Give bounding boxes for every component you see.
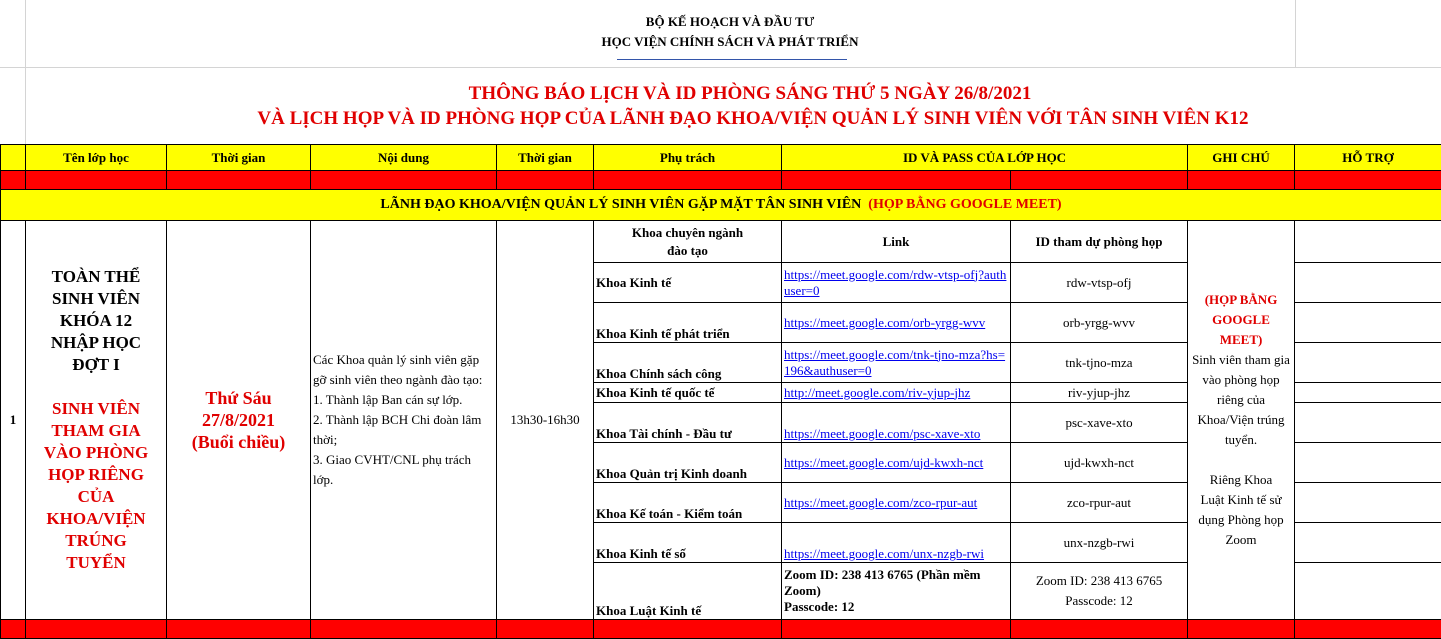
hours-cell: 13h30-16h30 <box>497 221 594 620</box>
faculty-room-id: riv-yjup-jhz <box>1011 383 1188 403</box>
column-header-row <box>1 145 1441 171</box>
faculty-name: Khoa Kinh tế phát triển <box>594 303 782 343</box>
subheader-link: Link <box>782 221 1011 263</box>
class-name-cell <box>26 221 167 620</box>
faculty-room-id: unx-nzgb-rwi <box>1011 523 1188 563</box>
faculty-link[interactable]: https://meet.google.com/orb-yrgg-wvv <box>782 303 1011 343</box>
ministry-name: BỘ KẾ HOẠCH VÀ ĐẦU TƯ <box>645 14 815 29</box>
red-footer-row <box>1 620 1441 639</box>
zoom-id-cell <box>1011 563 1188 620</box>
col-support: HỖ TRỢ <box>1295 145 1441 171</box>
content-item-3: 3. Giao CVHT/CNL phụ trách lớp. <box>313 452 472 487</box>
support-cell <box>1295 221 1441 263</box>
col-id-pass: ID VÀ PASS CỦA LỚP HỌC <box>782 145 1188 171</box>
date-cell <box>167 221 311 620</box>
class-name-red: SINH VIÊN THAM GIA VÀO PHÒNG HỌP RIÊNG CỦA KHOA/VIỆN TRÚNG TUYỂN <box>43 399 149 572</box>
session-label: (Buổi chiều) <box>191 432 286 452</box>
note-red: (HỌP BẰNG GOOGLE MEET) <box>1204 292 1278 347</box>
zoom-link-pass: Passcode: 12 <box>784 599 855 614</box>
class-name-black: TOÀN THỂ SINH VIÊN KHÓA 12 NHẬP HỌC ĐỢT I <box>50 267 142 374</box>
zoom-id-text: Zoom ID: 238 413 6765 <box>1035 573 1163 588</box>
content-item-2: 2. Thành lập BCH Chi đoàn lâm thời; <box>313 412 482 447</box>
notice-title-line2: VÀ LỊCH HỌP VÀ ID PHÒNG HỌP CỦA LÃNH ĐẠO KHOA/VIỆN QUẢN LÝ SINH VIÊN VỚI TÂN SINH VIÊN K12 <box>257 108 1249 129</box>
faculty-room-id: zco-rpur-aut <box>1011 483 1188 523</box>
col-in-charge: Phụ trách <box>594 145 782 171</box>
subheader-faculty: Khoa chuyên ngành đào tạo <box>594 221 782 263</box>
faculty-room-id: orb-yrgg-wvv <box>1011 303 1188 343</box>
faculty-link[interactable]: https://meet.google.com/rdw-vtsp-ofj?authuser=0 <box>782 263 1011 303</box>
zoom-link-text: Zoom ID: 238 413 6765 (Phần mềm Zoom) <box>784 567 981 598</box>
faculty-name: Khoa Kinh tế quốc tế <box>594 383 782 403</box>
grid-line <box>1295 0 1296 68</box>
faculty-room-id: tnk-tjno-mza <box>1011 343 1188 383</box>
faculty-name: Khoa Kế toán - Kiểm toán <box>594 483 782 523</box>
red-separator-row <box>1 171 1441 190</box>
faculty-link[interactable]: https://meet.google.com/tnk-tjno-mza?hs=196&authuser=0 <box>782 343 1011 383</box>
section-title: LÃNH ĐẠO KHOA/VIỆN QUẢN LÝ SINH VIÊN GẶP MẶT TÂN SINH VIÊN (HỌP BẰNG GOOGLE MEET) <box>1 190 1441 221</box>
content-intro: Các Khoa quản lý sinh viên gặp gỡ sinh viên theo ngành đào tạo: <box>313 352 483 387</box>
content-cell <box>311 221 497 620</box>
col-time2: Thời gian <box>497 145 594 171</box>
col-note: GHI CHÚ <box>1188 145 1295 171</box>
faculty-link[interactable]: http://meet.google.com/riv-yjup-jhz <box>782 383 1011 403</box>
faculty-name: Khoa Kinh tế số <box>594 523 782 563</box>
section-title-row <box>1 190 1441 221</box>
faculty-name: Khoa Chính sách công <box>594 343 782 383</box>
subheader-room-id: ID tham dự phòng họp <box>1011 221 1188 263</box>
note-cell <box>1188 221 1295 620</box>
faculty-subheader-row <box>1 221 1441 263</box>
faculty-name: Khoa Quản trị Kinh doanh <box>594 443 782 483</box>
note-text-2: Riêng Khoa Luật Kinh tế sử dụng Phòng họp Zoom <box>1198 472 1284 547</box>
section-tag: (HỌP BẰNG GOOGLE MEET) <box>868 197 1062 212</box>
faculty-name: Khoa Tài chính - Đầu tư <box>594 403 782 443</box>
faculty-link[interactable]: https://meet.google.com/unx-nzgb-rwi <box>782 523 1011 563</box>
col-time: Thời gian <box>167 145 311 171</box>
date-label: 27/8/2021 <box>201 410 275 430</box>
schedule-table <box>0 144 1441 639</box>
faculty-link[interactable]: https://meet.google.com/psc-xave-xto <box>782 403 1011 443</box>
faculty-name: Khoa Kinh tế <box>594 263 782 303</box>
grid-line <box>0 67 1441 68</box>
faculty-link[interactable]: https://meet.google.com/zco-rpur-aut <box>782 483 1011 523</box>
zoom-faculty-name: Khoa Luật Kinh tế <box>594 563 782 620</box>
row-number: 1 <box>1 221 26 620</box>
day-label: Thứ Sáu <box>205 388 272 408</box>
notice-title-line1: THÔNG BÁO LỊCH VÀ ID PHÒNG SÁNG THỨ 5 NGÀY 26/8/2021 <box>468 83 1032 104</box>
col-class-name: Tên lớp học <box>26 145 167 171</box>
col-content: Nội dung <box>311 145 497 171</box>
content-item-1: 1. Thành lập Ban cán sự lớp. <box>313 392 463 407</box>
academy-name: HỌC VIỆN CHÍNH SÁCH VÀ PHÁT TRIỂN <box>601 34 859 49</box>
faculty-room-id: psc-xave-xto <box>1011 403 1188 443</box>
zoom-link-cell <box>782 563 1011 620</box>
header-underline <box>617 59 847 60</box>
zoom-id-pass: Passcode: 12 <box>1065 593 1133 608</box>
note-text-1: Sinh viên tham gia vào phòng họp riêng của Khoa/Viện trúng tuyển. <box>1192 352 1290 447</box>
faculty-room-id: ujd-kwxh-nct <box>1011 443 1188 483</box>
faculty-link[interactable]: https://meet.google.com/ujd-kwxh-nct <box>782 443 1011 483</box>
faculty-room-id: rdw-vtsp-ofj <box>1011 263 1188 303</box>
